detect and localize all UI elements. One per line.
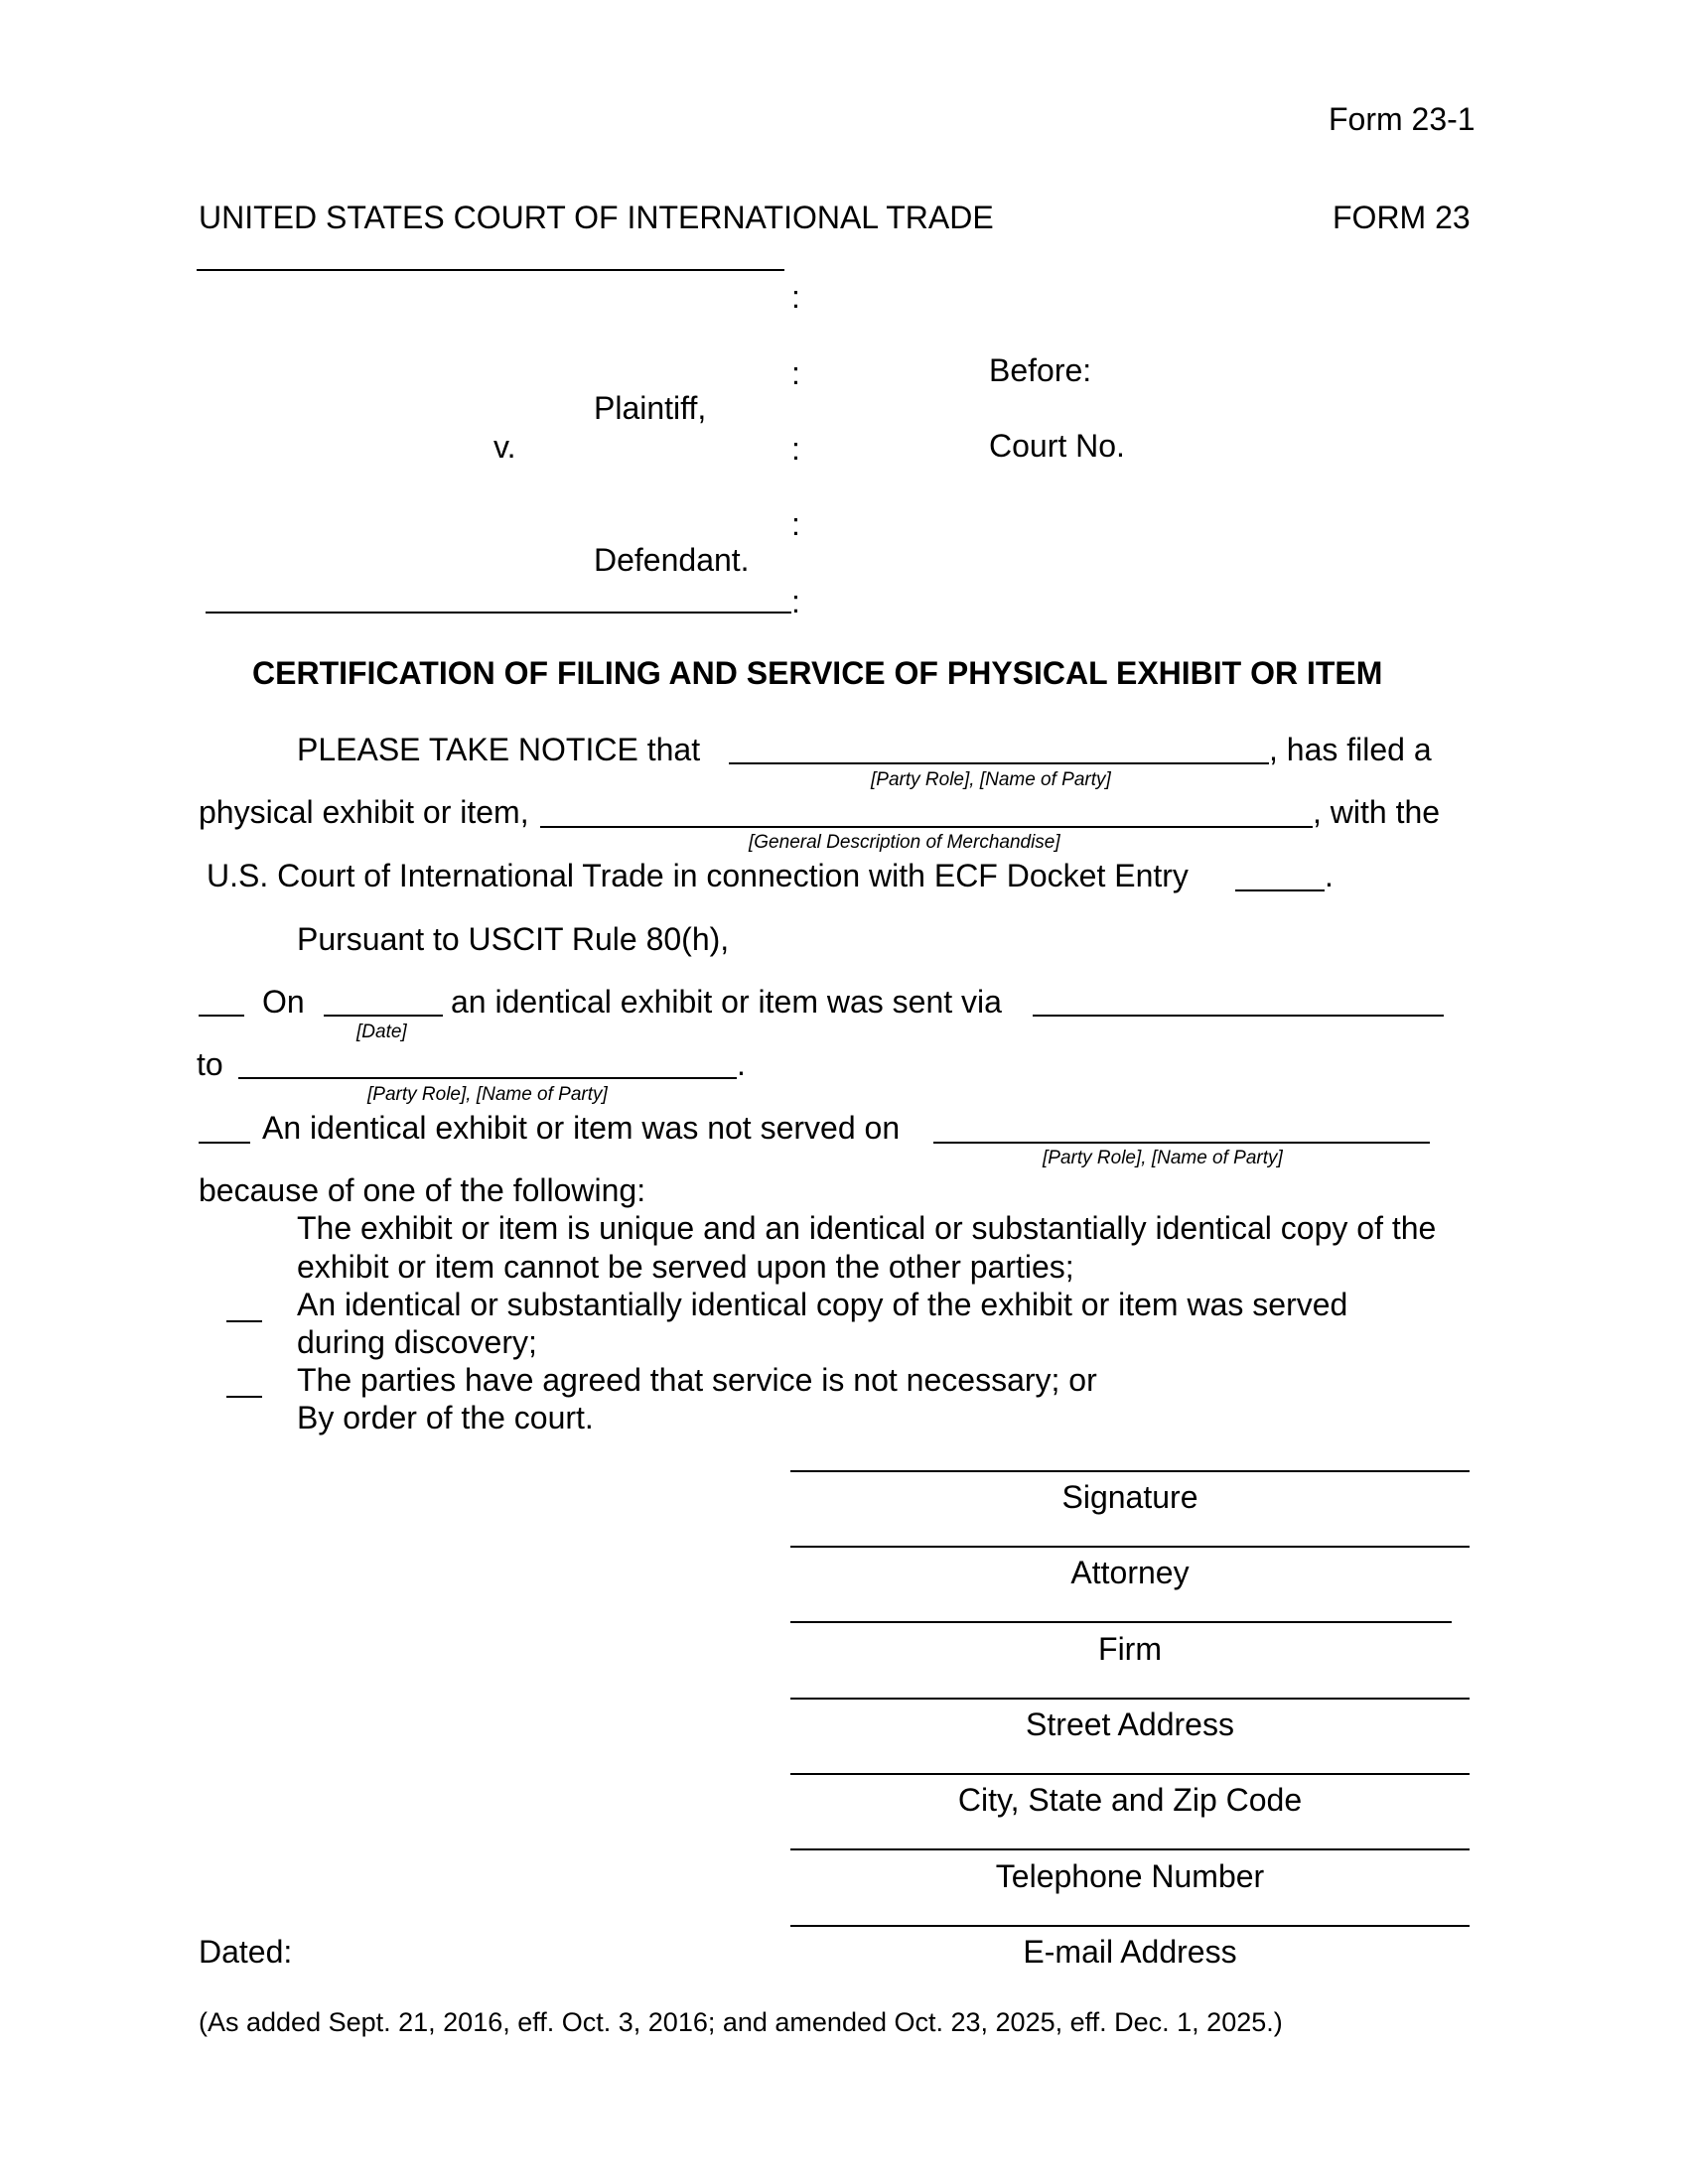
reason-1-line-2: exhibit or item cannot be served upon the other parties; (297, 1249, 1074, 1285)
not-served-party-blank[interactable] (933, 1142, 1430, 1144)
dated-label: Dated: (199, 1934, 293, 1970)
exhibit-lead: physical exhibit or item, (199, 794, 529, 830)
form-number: Form 23-1 (1329, 101, 1476, 137)
period: . (737, 1046, 746, 1082)
telephone-label: Telephone Number (995, 1858, 1265, 1894)
option-sent-checkbox-blank[interactable] (199, 1015, 244, 1017)
telephone-line[interactable] (790, 1848, 1470, 1850)
recipient-blank[interactable] (238, 1077, 737, 1079)
sent-via-blank[interactable] (1033, 1015, 1444, 1017)
to-text: to (197, 1046, 223, 1082)
caption-colon: : (791, 355, 800, 391)
court-no-label: Court No. (989, 428, 1125, 464)
party-blank[interactable] (729, 762, 1269, 764)
reason-2-line-2: during discovery; (297, 1324, 537, 1360)
pursuant-text: Pursuant to USCIT Rule 80(h), (297, 921, 730, 957)
on-text: On (262, 984, 305, 1020)
versus-label: v. (493, 429, 516, 465)
attorney-label: Attorney (1070, 1555, 1190, 1590)
date-blank[interactable] (324, 1015, 443, 1017)
option-not-served-checkbox-blank[interactable] (199, 1142, 250, 1144)
firm-line[interactable] (790, 1621, 1452, 1623)
caption-colon: : (791, 431, 800, 467)
not-served-party-hint: [Party Role], [Name of Party] (1043, 1148, 1283, 1168)
docket-entry-blank[interactable] (1235, 889, 1325, 891)
reason-3-line-2: By order of the court. (297, 1400, 594, 1435)
merchandise-hint: [General Description of Merchandise] (749, 832, 1060, 853)
caption-bottom-line (206, 612, 791, 614)
plaintiff-label: Plaintiff, (594, 390, 707, 426)
court-line: U.S. Court of International Trade in connection with ECF Docket Entry (207, 858, 1189, 893)
merchandise-blank[interactable] (540, 826, 1313, 828)
signature-label: Signature (1061, 1479, 1198, 1515)
email-label: E-mail Address (1023, 1934, 1237, 1970)
with-the-text: , with the (1313, 794, 1441, 830)
form-label: FORM 23 (1333, 200, 1471, 235)
not-served-text: An identical exhibit or item was not served on (262, 1110, 901, 1146)
reason-2-checkbox-blank[interactable] (226, 1320, 262, 1322)
notice-lead: PLEASE TAKE NOTICE that (297, 732, 701, 767)
party-hint: [Party Role], [Name of Party] (871, 769, 1111, 790)
court-name: UNITED STATES COURT OF INTERNATIONAL TRADE (199, 200, 994, 235)
signature-line[interactable] (790, 1470, 1470, 1472)
street-address-label: Street Address (1026, 1706, 1234, 1742)
reason-1-line-1: The exhibit or item is unique and an identical or substantially identical copy of the (297, 1210, 1437, 1246)
reason-2-line-1: An identical or substantially identical copy of the exhibit or item was served (297, 1287, 1348, 1322)
date-hint: [Date] (356, 1022, 407, 1042)
recipient-hint: [Party Role], [Name of Party] (367, 1084, 608, 1105)
attorney-line[interactable] (790, 1546, 1470, 1548)
street-address-line[interactable] (790, 1698, 1470, 1700)
amendment-note: (As added Sept. 21, 2016, eff. Oct. 3, 2016; and amended Oct. 23, 2025, eff. Dec. 1, 2025.) (199, 2007, 1283, 2037)
city-state-zip-label: City, State and Zip Code (957, 1782, 1303, 1818)
caption-colon: : (791, 279, 800, 315)
caption-colon: : (791, 506, 800, 542)
firm-label: Firm (1098, 1631, 1162, 1667)
caption-colon: : (791, 584, 800, 619)
defendant-label: Defendant. (594, 542, 750, 578)
city-state-zip-line[interactable] (790, 1773, 1470, 1775)
document-title: CERTIFICATION OF FILING AND SERVICE OF PHYSICAL EXHIBIT OR ITEM (252, 655, 1383, 691)
period: . (1325, 858, 1334, 893)
reason-3-line-1: The parties have agreed that service is not necessary; or (297, 1362, 1097, 1398)
sent-via-text: an identical exhibit or item was sent via (451, 984, 1002, 1020)
because-text: because of one of the following: (199, 1172, 646, 1208)
has-filed-text: , has filed a (1269, 732, 1432, 767)
caption-top-line (197, 269, 784, 271)
reason-3-checkbox-blank[interactable] (226, 1396, 262, 1398)
email-line[interactable] (790, 1925, 1470, 1927)
before-label: Before: (989, 352, 1092, 388)
